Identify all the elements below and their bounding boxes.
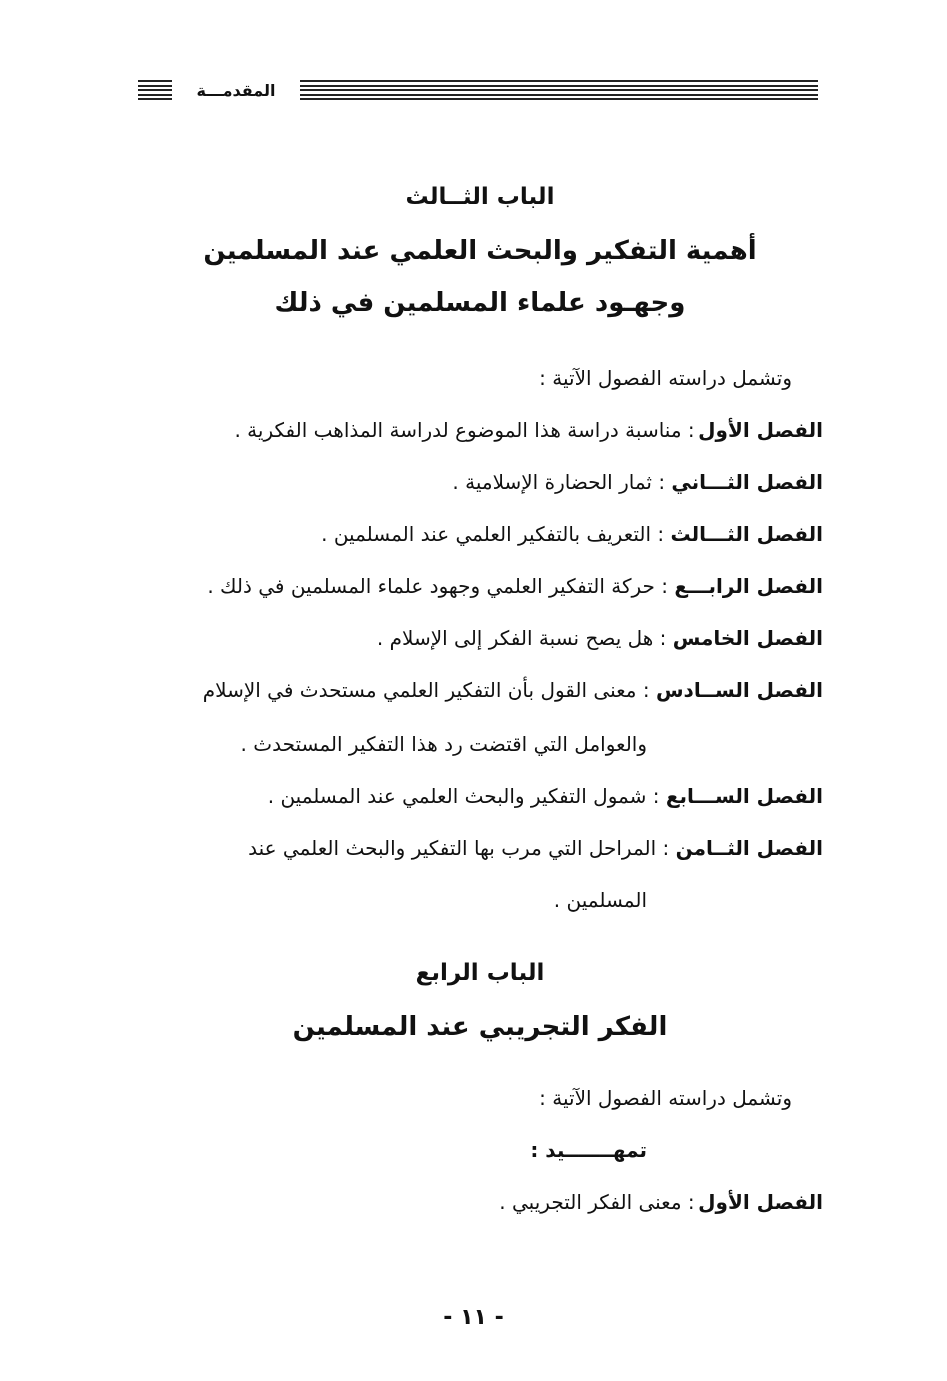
chapter-separator: : [651, 470, 672, 494]
chapter-separator: : [681, 1190, 701, 1214]
chapter-separator: : [656, 836, 676, 860]
chapter-separator: : [681, 418, 701, 442]
chapter-separator: : [636, 678, 656, 702]
chapter-label: الفصل الثـــالث [670, 522, 823, 546]
part4-intro: وتشمل دراسته الفصول الآتية : [539, 1086, 792, 1110]
part3-chapter-1 [234, 416, 823, 444]
chapter-label: الفصل الســـابع [665, 784, 823, 808]
part4-title: الفكر التجريبي عند المسلمين [292, 1012, 668, 1042]
part3-chapter-4 [207, 572, 823, 600]
part3-chapter-2 [452, 468, 823, 496]
chapter-separator: : [654, 574, 675, 598]
chapter-text: مناسبة دراسة هذا الموضوع لدراسة المذاهب الفكرية . [234, 418, 682, 442]
part4-heading: الباب الرابع [415, 960, 545, 986]
chapter-separator: : [646, 784, 666, 808]
chapter-text: المراحل التي مرب بها التفكير والبحث العلمي عند [248, 836, 657, 860]
chapter-text: شمول التفكير والبحث العلمي عند المسلمين . [267, 784, 647, 808]
part3-chapter-6 [203, 676, 823, 704]
chapter-label: الفصل الرابـــع [674, 574, 823, 598]
chapter-separator: : [651, 522, 671, 546]
chapter-separator: : [653, 626, 673, 650]
running-header [138, 78, 818, 104]
chapter-text: التعريف بالتفكير العلمي عند المسلمين . [321, 522, 652, 546]
header-title: المقدمـــة [196, 81, 276, 100]
part4-chapter-1 [499, 1188, 823, 1216]
chapter-text: هل يصح نسبة الفكر إلى الإسلام . [376, 626, 654, 650]
header-rule-long [300, 80, 818, 100]
chapter-label: الفصل الأول [698, 1190, 823, 1214]
page-number: - ١١ - [443, 1305, 504, 1330]
chapter-label: الفصل الثــامن [675, 836, 823, 860]
chapter-text: ثمار الحضارة الإسلامية . [452, 470, 652, 494]
part3-chapter-6-continuation: والعوامل التي اقتضت رد هذا التفكير المستحدث . [240, 732, 647, 756]
chapter-label: الفصل الســادس [655, 678, 823, 702]
chapter-text: معنى الفكر التجريبي . [499, 1190, 682, 1214]
part3-heading: الباب الثــالث [405, 184, 555, 210]
chapter-label: الفصل الثـــاني [671, 470, 823, 494]
part3-title-line1: أهمية التفكير والبحث العلمي عند المسلمين [203, 236, 757, 266]
chapter-text: حركة التفكير العلمي وجهود علماء المسلمين في ذلك . [207, 574, 655, 598]
header-rule-short [138, 80, 172, 100]
part3-chapter-8-continuation: المسلمين . [553, 888, 647, 912]
part3-chapter-5 [377, 624, 823, 652]
chapter-text: معنى القول بأن التفكير العلمي مستحدث في الإسلام [202, 678, 637, 702]
part3-title-line2: وجهـود علماء المسلمين في ذلك [274, 288, 686, 318]
part3-chapter-7 [268, 782, 823, 810]
preface-label: تمهـــــــيد : [530, 1138, 647, 1162]
part4-preface [530, 1136, 647, 1164]
part3-chapter-8 [248, 834, 823, 862]
chapter-label: الفصل الخامس [672, 626, 823, 650]
part3-intro: وتشمل دراسته الفصول الآتية : [539, 366, 792, 390]
chapter-label: الفصل الأول [698, 418, 823, 442]
part3-chapter-3 [321, 520, 823, 548]
